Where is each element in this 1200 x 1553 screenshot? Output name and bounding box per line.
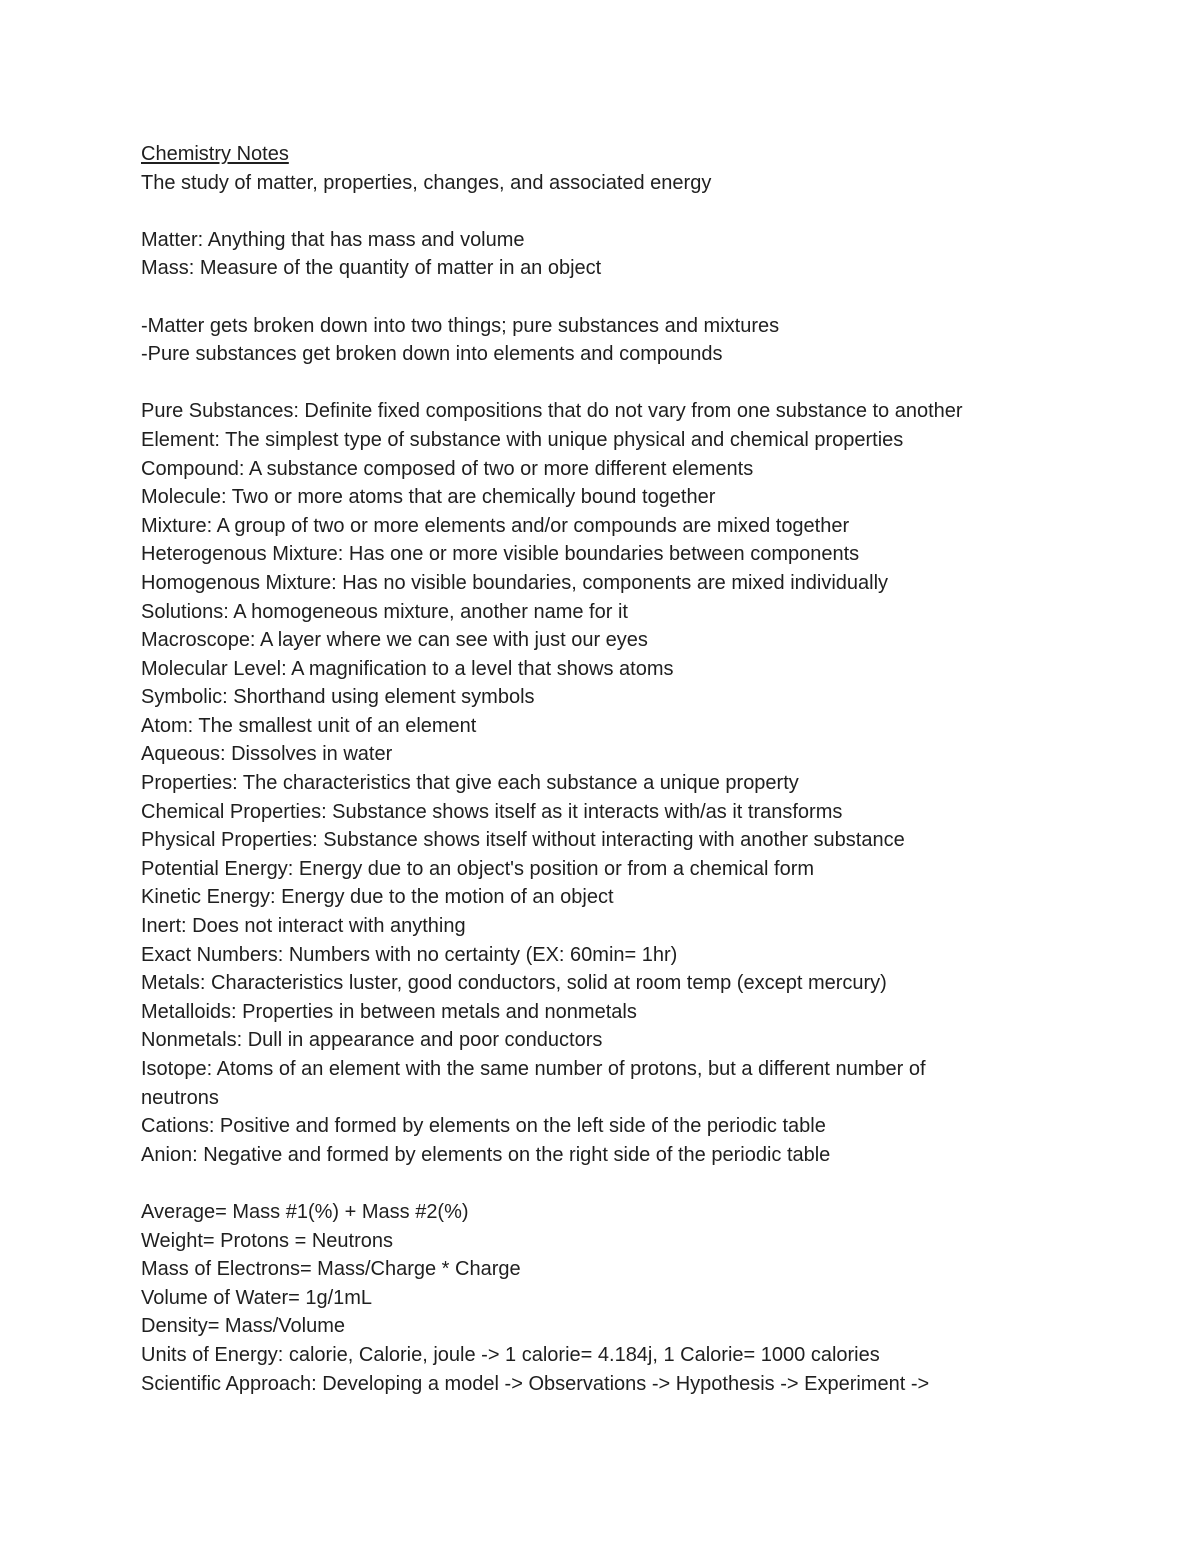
definition-line: Cations: Positive and formed by elements on the left side of the periodic table <box>141 1115 826 1138</box>
formula-line: Mass of Electrons= Mass/Charge * Charge <box>141 1258 521 1281</box>
definition-line: Heterogenous Mixture: Has one or more visible boundaries between components <box>141 543 860 566</box>
spacer <box>141 1169 1041 1198</box>
formula-line: Units of Energy: calorie, Calorie, joule -> 1 calorie= 4.184j, 1 Calorie= 1000 calories <box>141 1343 880 1366</box>
definition-line: Homogenous Mixture: Has no visible boundaries, components are mixed individually <box>141 571 889 594</box>
breakdown-line: -Matter gets broken down into two things; pure substances and mixtures <box>141 314 780 337</box>
definition-line: Symbolic: Shorthand using element symbols <box>141 686 535 709</box>
document-body <box>141 140 1041 1398</box>
definition-line: Physical Properties: Substance shows itself without interacting with another substance <box>141 829 905 852</box>
definition-line: Inert: Does not interact with anything <box>141 915 466 938</box>
definition-line: Exact Numbers: Numbers with no certainty (EX: 60min= 1hr) <box>141 943 678 966</box>
basics-line: Matter: Anything that has mass and volume <box>141 228 525 251</box>
spacer <box>141 197 1041 226</box>
formula-line: Density= Mass/Volume <box>141 1315 345 1338</box>
definition-line: Aqueous: Dissolves in water <box>141 743 393 766</box>
definition-line: Molecular Level: A magnification to a level that shows atoms <box>141 657 674 680</box>
spacer <box>141 369 1041 398</box>
definition-line: Element: The simplest type of substance with unique physical and chemical properties <box>141 428 904 451</box>
definition-line: Potential Energy: Energy due to an object's position or from a chemical form <box>141 857 815 880</box>
definition-line: Anion: Negative and formed by elements on the right side of the periodic table <box>141 1143 831 1166</box>
definition-line: Pure Substances: Definite fixed compositions that do not vary from one substance to another <box>141 400 963 423</box>
definition-line: Metals: Characteristics luster, good conductors, solid at room temp (except mercury) <box>141 972 887 995</box>
definition-line: Solutions: A homogeneous mixture, another name for it <box>141 600 628 623</box>
basics-line: Mass: Measure of the quantity of matter in an object <box>141 257 602 280</box>
definition-line: Mixture: A group of two or more elements and/or compounds are mixed together <box>141 514 850 537</box>
definition-line: Molecule: Two or more atoms that are chemically bound together <box>141 486 716 509</box>
formula-line: Volume of Water= 1g/1mL <box>141 1286 373 1309</box>
page-subtitle: The study of matter, properties, changes, and associated energy <box>141 171 712 194</box>
definition-line: Nonmetals: Dull in appearance and poor conductors <box>141 1029 603 1052</box>
definition-line: Metalloids: Properties in between metals and nonmetals <box>141 1000 637 1023</box>
definition-line: Macroscope: A layer where we can see with just our eyes <box>141 629 648 652</box>
page-title: Chemistry Notes <box>141 143 289 165</box>
definition-line: Atom: The smallest unit of an element <box>141 714 477 737</box>
formula-line: Average= Mass #1(%) + Mass #2(%) <box>141 1200 469 1223</box>
definition-line: Isotope: Atoms of an element with the same number of protons, but a different number of neutrons <box>141 1058 926 1109</box>
formula-line: Weight= Protons = Neutrons <box>141 1229 393 1252</box>
definition-line: Chemical Properties: Substance shows itself as it interacts with/as it transforms <box>141 800 843 823</box>
breakdown-line: -Pure substances get broken down into elements and compounds <box>141 343 723 366</box>
definition-line: Compound: A substance composed of two or more different elements <box>141 457 754 480</box>
definition-line: Kinetic Energy: Energy due to the motion of an object <box>141 886 614 909</box>
definition-line: Properties: The characteristics that give each substance a unique property <box>141 772 799 795</box>
formula-line: Scientific Approach: Developing a model -> Observations -> Hypothesis -> Experiment -> <box>141 1372 930 1395</box>
spacer <box>141 283 1041 312</box>
